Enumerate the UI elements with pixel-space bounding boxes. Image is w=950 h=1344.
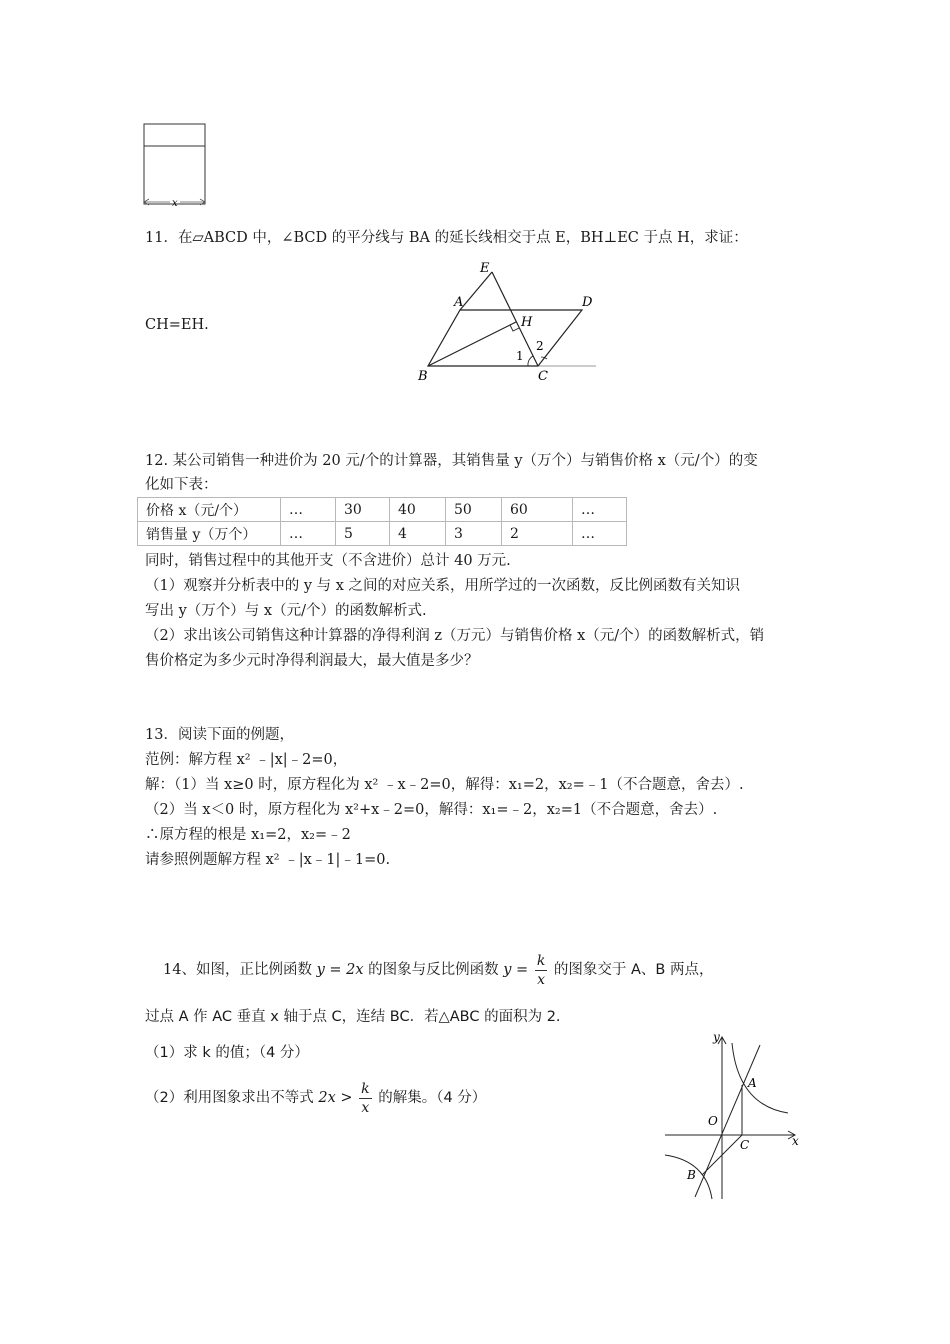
parallelogram-abcd — [428, 310, 582, 366]
rectangle-outline — [144, 124, 205, 204]
label-e: E — [480, 261, 490, 276]
sales-table — [137, 497, 627, 546]
dimension-label: x — [172, 198, 178, 209]
q13-line3: 解：（1）当 x≥0 时，原方程化为 x² ﹣x﹣2=0，解得：x₁=2，x₂=﹣1（不合题意，舍去）. — [145, 777, 744, 793]
table-cell: 价格 x（元/个） — [138, 498, 281, 522]
q14-equation-linear: y = 2x — [316, 962, 364, 978]
q14-fraction-k-over-x-2 — [359, 1080, 371, 1117]
label-d: D — [582, 295, 593, 310]
label-origin: O — [708, 1114, 718, 1128]
label-c: C — [538, 369, 548, 384]
label-angle-2: 2 — [536, 339, 544, 353]
right-angle-mark — [510, 325, 519, 331]
segment-ea — [460, 272, 492, 310]
table-row — [138, 522, 627, 546]
label-angle-1: 1 — [516, 349, 524, 363]
q14-text-b: 的图象与反比例函数 — [368, 962, 499, 978]
q12-part2-line2: 售价格定为多少元时净得利润最大，最大值是多少？ — [145, 653, 479, 669]
table-cell: … — [573, 522, 627, 546]
label-x-axis: x — [792, 1134, 799, 1148]
q12-part1-line2: 写出 y（万个）与 x（元/个）的函数解析式. — [145, 603, 427, 619]
table-cell: 30 — [336, 498, 390, 522]
table-cell: 40 — [390, 498, 446, 522]
q14-part2-text-a: （2）利用图象求出不等式 — [145, 1090, 314, 1106]
q13-line6: 请参照例题解方程 x² ﹣|x﹣1|﹣1=0. — [145, 852, 391, 868]
fraction-denominator: x — [361, 1099, 370, 1116]
q12-intro-line1: 12. 某公司销售一种进价为 20 元/个的计算器，其销售量 y（万个）与销售价格 x（元/个）的变 — [145, 453, 758, 469]
fraction-denominator: x — [537, 971, 545, 988]
q11-text: 11．在▱ABCD 中，∠BCD 的平分线与 BA 的延长线相交于点 E，BH⊥EC 于点 H，求证： — [145, 230, 748, 246]
q14-text-a: 14、如图，正比例函数 — [163, 962, 312, 978]
q13-line1: 13．阅读下面的例题， — [145, 727, 294, 743]
table-cell: 2 — [502, 522, 573, 546]
hyperbola-branch-first-quadrant — [732, 1043, 788, 1113]
table-cell: 4 — [390, 522, 446, 546]
table-cell: … — [281, 498, 336, 522]
label-b: B — [418, 369, 428, 384]
table-cell: 60 — [502, 498, 573, 522]
q14-part2 — [145, 1078, 486, 1118]
table-cell: 50 — [446, 498, 502, 522]
label-a: A — [454, 295, 464, 310]
q14-inequality: 2x > — [318, 1090, 353, 1106]
q11-text-conclusion: CH=EH. — [145, 317, 209, 333]
q13-line2: 范例：解方程 x² ﹣|x|﹣2=0， — [145, 752, 348, 768]
q14-equation-lhs: y = — [503, 962, 529, 978]
q12-part2-line1: （2）求出该公司销售这种计算器的净得利润 z（万元）与销售价格 x（元/个）的函数解析式，销 — [145, 628, 765, 644]
q14-line1 — [163, 950, 714, 990]
q14-line2: 过点 A 作 AC 垂直 x 轴于点 C，连结 BC．若△ABC 的面积为 2. — [145, 1009, 561, 1025]
rectangle-figure — [140, 120, 212, 212]
q14-part2-text-b: 的解集。（4 分） — [378, 1090, 487, 1106]
q13-line5: ∴原方程的根是 x₁=2，x₂=﹣2 — [145, 827, 351, 843]
parallelogram-figure — [410, 258, 610, 388]
q12-intro-line2: 化如下表： — [145, 477, 218, 493]
fraction-numerator: k — [536, 952, 546, 969]
table-cell: 3 — [446, 522, 502, 546]
label-point-a: A — [748, 1076, 757, 1090]
angle-arc-1 — [528, 356, 533, 366]
q14-fraction-k-over-x — [535, 952, 547, 989]
fraction-numerator: k — [361, 1080, 370, 1097]
label-h: H — [521, 315, 533, 330]
label-point-c: C — [740, 1138, 750, 1152]
q14-text-c: 的图象交于 A、B 两点， — [553, 962, 714, 978]
function-graph — [660, 1025, 810, 1205]
label-y-axis: y — [713, 1030, 720, 1044]
q12-part1-line1: （1）观察并分析表中的 y 与 x 之间的对应关系，用所学过的一次函数，反比例函数有关知识 — [145, 578, 741, 594]
q14-part1: （1）求 k 的值；（4 分） — [145, 1045, 309, 1061]
label-point-b: B — [687, 1168, 696, 1182]
line-y-2x — [695, 1045, 760, 1197]
table-row — [138, 498, 627, 522]
table-cell: … — [573, 498, 627, 522]
table-cell: 5 — [336, 522, 390, 546]
table-cell: … — [281, 522, 336, 546]
q12-after-table: 同时，销售过程中的其他开支（不含进价）总计 40 万元. — [145, 553, 511, 569]
table-cell: 销售量 y（万个） — [138, 522, 281, 546]
q13-line4: （2）当 x＜0 时，原方程化为 x²+x﹣2=0，解得：x₁=﹣2，x₂=1（不合题意，舍去）. — [145, 802, 718, 818]
